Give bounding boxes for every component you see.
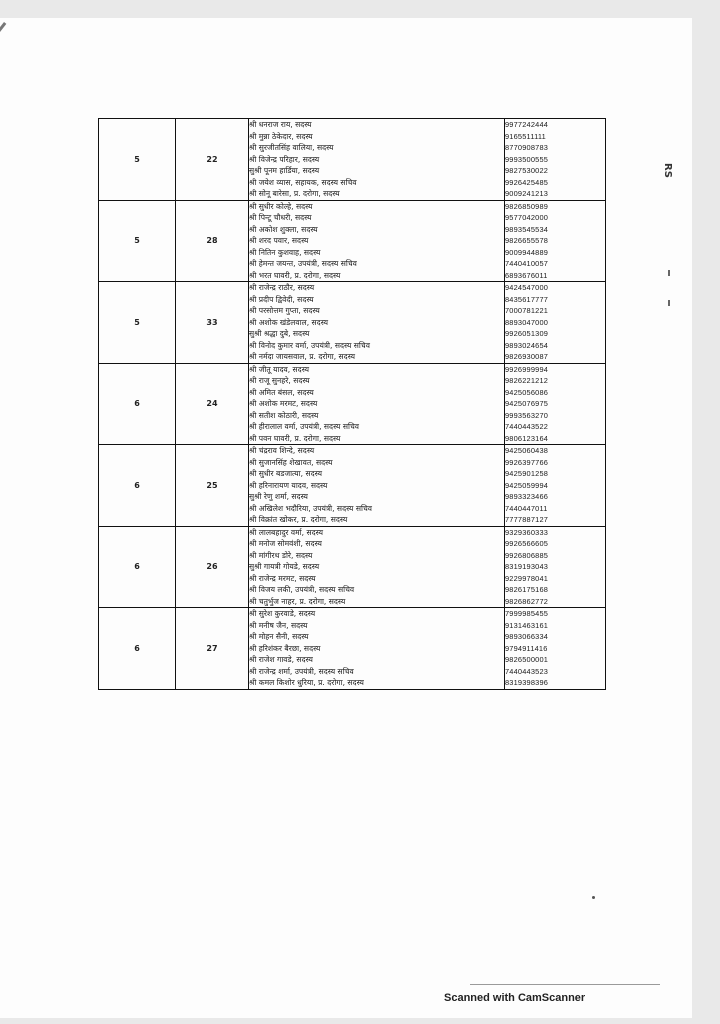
member-name: श्री सोनू बारेसा, प्र. दरोगा, सदस्य	[249, 189, 340, 198]
member-name: श्री विजय लकी, उपयंत्री, सदस्य सचिव	[249, 585, 355, 594]
member-phone: 9425060438	[505, 446, 549, 455]
member-name: श्री विक्रांत खोकर, प्र. दरोगा, सदस्य	[249, 515, 348, 524]
member-name: श्री हरिनारायण यादव, सदस्य	[249, 480, 328, 490]
member-phone: 7440443522	[505, 422, 549, 431]
member-phone: 7777887127	[505, 515, 549, 524]
zone-cell: 5	[99, 200, 176, 282]
table-row	[99, 363, 606, 445]
member-phone: 8770908783	[505, 143, 549, 152]
member-phone: 8435617777	[505, 294, 549, 304]
ward-cell: 25	[176, 445, 249, 527]
table-row	[99, 608, 606, 690]
member-name: श्री हीरालाल वर्मा, उपयंत्री, सदस्य सचिव	[249, 422, 360, 431]
member-name: श्री अमित बंसल, सदस्य	[249, 387, 314, 397]
member-name: श्री विजेन्द्र परिहार, सदस्य	[249, 154, 320, 164]
member-name: श्री सुधीर कोल्हे, सदस्य	[249, 201, 313, 211]
member-phone: 7440443523	[505, 666, 549, 676]
members-cell	[249, 119, 505, 201]
ward-cell: 33	[176, 282, 249, 364]
member-name: श्री विनोद कुमार वर्मा, उपयंत्री, सदस्य सचिव	[249, 340, 370, 350]
member-phone: 9009944889	[505, 247, 549, 257]
member-phone: 9926999994	[505, 364, 549, 374]
ward-cell: 22	[176, 119, 249, 201]
member-name: सुश्री श्रद्धा दुबे, सदस्य	[249, 329, 310, 338]
members-cell	[249, 200, 505, 282]
member-name: श्री नर्मदा जायसवाल, प्र. दरोगा, सदस्य	[249, 352, 356, 361]
member-phone: 9424547000	[505, 283, 549, 292]
member-phone: 9826655578	[505, 236, 549, 245]
table-row	[99, 200, 606, 282]
member-phone: 8319398396	[505, 678, 549, 687]
member-name: श्री सुरेश कुरवाडे, सदस्य	[249, 609, 316, 618]
phones-cell	[505, 608, 606, 690]
zone-cell: 5	[99, 119, 176, 201]
table-row	[99, 445, 606, 527]
members-cell	[249, 282, 505, 364]
member-phone: 9826850989	[505, 201, 549, 211]
member-phone: 7440410057	[505, 259, 549, 268]
phones-cell	[505, 526, 606, 608]
member-name: श्री पवन घावरी, प्र. दरोगा, सदस्य	[249, 433, 341, 443]
member-phone: 9893066334	[505, 632, 549, 641]
member-phone: 9794911416	[505, 643, 548, 653]
member-name: श्री जीतू यादव, सदस्य	[249, 364, 310, 374]
zone-cell: 6	[99, 608, 176, 690]
scan-speck	[592, 896, 595, 899]
zone-cell: 5	[99, 282, 176, 364]
member-phone: 7000781221	[505, 306, 549, 315]
member-name: श्री राजू सुनहरे, सदस्य	[249, 376, 310, 385]
members-cell	[249, 608, 505, 690]
member-name: श्री मोहन सैनी, सदस्य	[249, 632, 309, 641]
zone-cell: 6	[99, 363, 176, 445]
member-phone: 9425059994	[505, 480, 549, 490]
member-name: श्री मनोज सोमवंशी, सदस्य	[249, 539, 322, 548]
member-phone: 9993563270	[505, 410, 549, 420]
member-name: श्री जयेश व्यास, सहायक, सदस्य सचिव	[249, 177, 357, 187]
member-name: श्री सुधीर बडजात्या, सदस्य	[249, 469, 322, 478]
member-name: सुश्री पूनम हार्डिया, सदस्य	[249, 166, 320, 175]
member-name: श्री मनीष जैन, सदस्य	[249, 620, 308, 630]
member-name: श्री सतीश कोठारी, सदस्य	[249, 410, 319, 420]
ward-cell: 24	[176, 363, 249, 445]
member-phone: 9806123164	[505, 433, 549, 443]
member-phone: 8893047000	[505, 317, 549, 327]
member-phone: 9893024654	[505, 340, 549, 350]
member-name: श्री धनराज राय, सदस्य	[249, 120, 312, 129]
member-phone: 6893676011	[505, 270, 548, 280]
member-phone: 9926425485	[505, 177, 549, 187]
member-phone: 9131463161	[505, 620, 549, 630]
side-mark: RS	[661, 163, 673, 178]
member-name: श्री चतुर्भुज नाहर, प्र. दरोगा, सदस्य	[249, 596, 346, 606]
member-phone: 9165511111	[505, 131, 546, 141]
member-name: श्री सुरजीतसिंह वालिया, सदस्य	[249, 143, 334, 152]
member-name: सुश्री गायत्री गोयडे, सदस्य	[249, 562, 320, 571]
edge-tick	[668, 270, 670, 276]
member-name: श्री अखिलेश भदौरिया, उपयंत्री, सदस्य सचिव	[249, 503, 373, 513]
member-phone: 9826930087	[505, 352, 549, 361]
member-phone: 9826175168	[505, 585, 549, 594]
member-phone: 9993500555	[505, 154, 549, 164]
member-name: श्री परसोत्तम गुप्ता, सदस्य	[249, 306, 320, 315]
member-name: श्री अशोक मरमट, सदस्य	[249, 399, 318, 408]
members-cell	[249, 363, 505, 445]
member-phone: 9229978041	[505, 573, 549, 583]
member-name: श्री अशोक खंडेलवाल, सदस्य	[249, 317, 329, 327]
member-phone: 9926566605	[505, 539, 549, 548]
member-name: श्री राजेन्द्र राठौर, सदस्य	[249, 283, 315, 292]
member-name: श्री हेमन्त जयन्त, उपयंत्री, सदस्य सचिव	[249, 259, 357, 268]
member-phone: 9826221212	[505, 376, 549, 385]
member-phone: 9826500001	[505, 655, 549, 664]
table-row	[99, 119, 606, 201]
member-phone: 9926806885	[505, 550, 549, 560]
phones-cell	[505, 282, 606, 364]
phones-cell	[505, 200, 606, 282]
member-name: श्री सुजानसिंह शेखावत, सदस्य	[249, 457, 333, 467]
member-phone: 9425076975	[505, 399, 549, 408]
member-phone: 9826862772	[505, 596, 549, 606]
member-name: श्री मांगीरथ डोरे, सदस्य	[249, 550, 313, 560]
member-name: श्री मुन्ना ठेकेदार, सदस्य	[249, 131, 313, 141]
phones-cell	[505, 119, 606, 201]
member-phone: 9977242444	[505, 120, 549, 129]
members-cell	[249, 526, 505, 608]
table-row	[99, 526, 606, 608]
member-name: श्री पिन्टू चौधरी, सदस्य	[249, 213, 312, 222]
member-phone: 9926397766	[505, 457, 549, 467]
member-name: श्री लालबहादुर वर्मा, सदस्य	[249, 527, 323, 537]
table-row	[99, 282, 606, 364]
member-name: श्री भरत घावरी, प्र. दरोगा, सदस्य	[249, 270, 341, 280]
zone-cell: 6	[99, 445, 176, 527]
phones-cell	[505, 445, 606, 527]
edge-tick	[668, 300, 670, 306]
member-name: श्री राजेश गावडे, सदस्य	[249, 655, 313, 664]
member-name: श्री राजेन्द्र शर्मा, उपयंत्री, सदस्य सचिव	[249, 666, 354, 676]
member-name: श्री कमल किशोर धुरिया, प्र. दरोगा, सदस्य	[249, 678, 364, 687]
member-name: श्री राजेन्द्र मरमट, सदस्य	[249, 573, 316, 583]
member-phone: 9827530022	[505, 166, 549, 175]
camscanner-footer: Scanned with CamScanner	[444, 992, 586, 1004]
phones-cell	[505, 363, 606, 445]
member-name: श्री अकोश शुक्ला, सदस्य	[249, 224, 318, 234]
ward-cell: 28	[176, 200, 249, 282]
member-name: श्री प्रदीप द्विवेदी, सदस्य	[249, 294, 314, 304]
ward-cell: 27	[176, 608, 249, 690]
page-edge-line	[470, 984, 660, 985]
member-phone: 8319193043	[505, 562, 549, 571]
member-phone: 9893323466	[505, 492, 549, 501]
ward-cell: 26	[176, 526, 249, 608]
member-phone: 9926051309	[505, 329, 549, 338]
member-phone: 9893545534	[505, 224, 549, 234]
member-phone: 7440447011	[505, 503, 548, 513]
member-name: सुश्री रेणु शर्मा, सदस्य	[249, 492, 308, 501]
member-phone: 9425901258	[505, 469, 549, 478]
member-name: श्री शरद पवार, सदस्य	[249, 236, 309, 245]
member-name: श्री नितिन कुशवाह, सदस्य	[249, 247, 321, 257]
zone-cell: 6	[99, 526, 176, 608]
member-phone: 9009241213	[505, 189, 549, 198]
members-cell	[249, 445, 505, 527]
member-phone: 9329360333	[505, 527, 549, 537]
member-phone: 9577042000	[505, 213, 549, 222]
member-name: श्री चंद्रराव शिन्दे, सदस्य	[249, 446, 315, 455]
committee-table	[98, 118, 606, 690]
member-phone: 9425056086	[505, 387, 549, 397]
member-phone: 7999985455	[505, 609, 549, 618]
member-name: श्री हरिशंकर बैरछा, सदस्य	[249, 643, 321, 653]
